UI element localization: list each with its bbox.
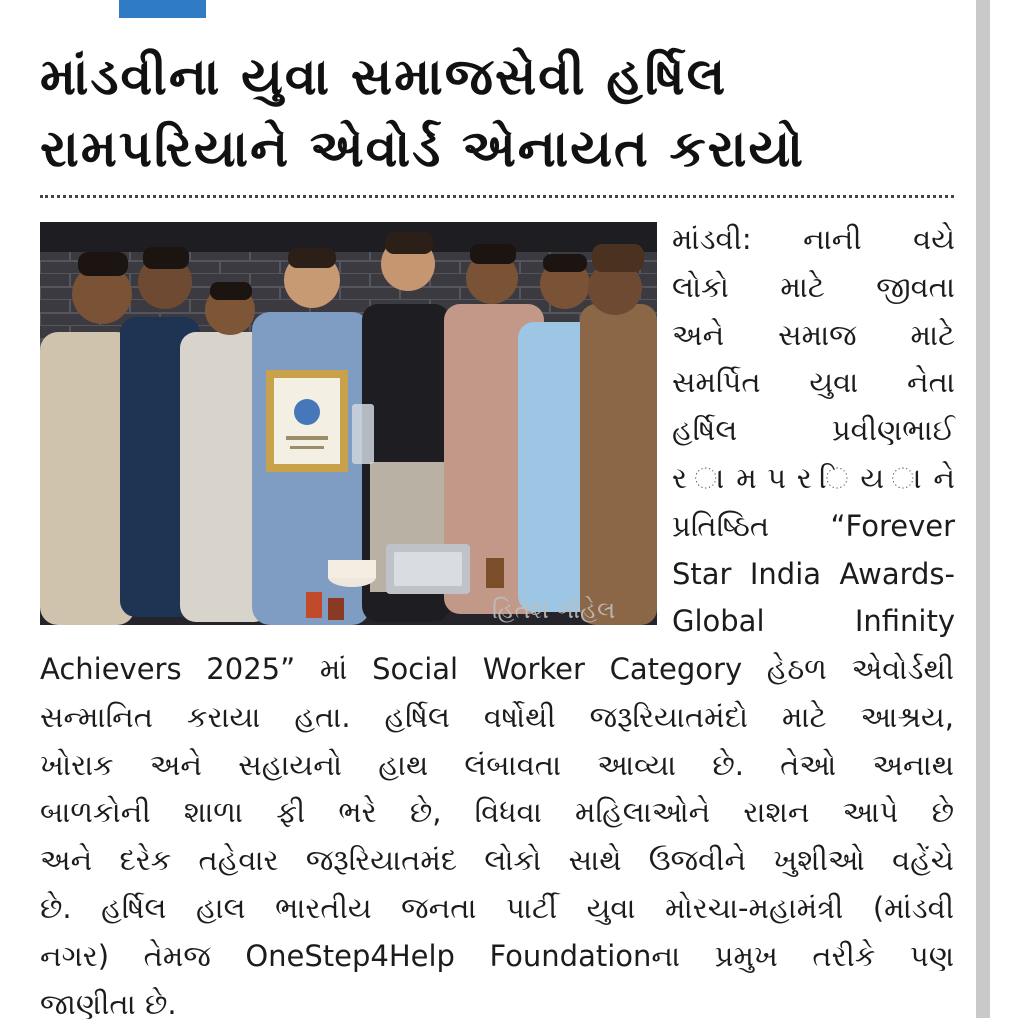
article-text-line: અને સમાજ માટે (672, 317, 955, 352)
photo-watermark: હિતેશ ગોહેલ (492, 596, 616, 624)
article-text-line: સન્માનિત કરાયા હતા. હર્ષિલ વર્ષોથી જરૂરિયાતમંદો માટે આશ્રય, (40, 699, 954, 734)
section-tab-marker (119, 0, 206, 18)
article-text-line: છે. હર્ષિલ હાલ ભારતીય જનતા પાર્ટી યુવા મોરચા-મહામંત્રી (માંડવી (40, 890, 954, 925)
article-text-line: Achievers 2025” માં Social Worker Category હેઠળ એવોર્ડથી (40, 652, 954, 686)
article-text-line: હર્ષિલ પ્રવીણભાઈ (672, 413, 955, 448)
article-text-line: જાણીતા છે. (40, 986, 177, 1021)
headline-line-1: માંડવીના યુવા સમાજસેવી હર્ષિલ (40, 48, 728, 107)
article-text-line: સમર્પિત યુવા નેતા (672, 365, 955, 400)
article-text-line: લોકો માટે જીવતા (672, 269, 955, 304)
article-text-line: નગર) તેમજ OneStep4Help Foundationના પ્રમુખ તરીકે પણ (40, 938, 954, 973)
award-frame (266, 370, 348, 472)
article-body-intro (672, 216, 955, 646)
headline-divider (40, 195, 954, 198)
award-group-photo (40, 222, 657, 625)
column-divider (976, 0, 990, 1018)
article-text-line: Star India Awards- (672, 556, 955, 591)
article-text-line: અને દરેક તહેવાર જરૂરિયાતમંદ લોકો સાથે ઉજવીને ખુશીઓ વહેંચે (40, 843, 954, 878)
article-text-line: ર ા મ પ ર િ ય ા ને (672, 460, 955, 495)
headline-line-2: રામપરિયાને એવોર્ડ એનાયત કરાયો (40, 120, 805, 179)
article-text-line: માંડવી: નાની વયે (672, 222, 955, 256)
article-body-continued (40, 646, 954, 1028)
article-text-line: પ્રતિષ્ઠિત “Forever (672, 508, 955, 543)
article-headline (40, 42, 960, 186)
article-text-line: ખોરાક અને સહાયનો હાથ લંબાવતા આવ્યા છે. તેઓ અનાથ (40, 747, 954, 782)
article-text-line: Global Infinity (672, 604, 955, 639)
article-text-line: બાળકોની શાળા ફી ભરે છે, વિધવા મહિલાઓને રાશન આપે છે (40, 795, 954, 830)
